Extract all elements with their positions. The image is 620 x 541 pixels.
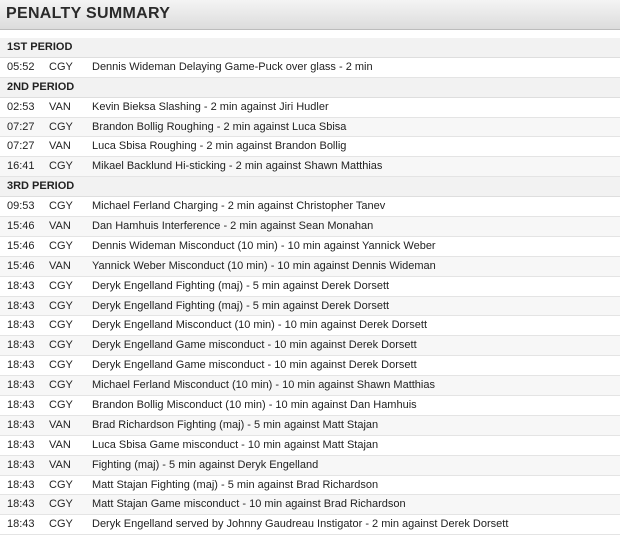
penalty-time: 18:43 [7, 458, 35, 471]
penalty-description: Brandon Bollig Misconduct (10 min) - 10 min against Dan Hamhuis [92, 399, 417, 412]
penalty-description: Mikael Backlund Hi-sticking - 2 min against Shawn Matthias [92, 160, 383, 173]
penalty-team: CGY [49, 319, 73, 332]
penalty-time: 07:27 [7, 120, 35, 133]
penalty-time: 18:43 [7, 379, 35, 392]
penalty-row [0, 316, 620, 336]
penalty-team: VAN [49, 259, 71, 272]
penalty-team: CGY [49, 379, 73, 392]
penalty-team: CGY [49, 518, 73, 531]
penalty-time: 16:41 [7, 160, 35, 173]
penalty-time: 15:46 [7, 220, 35, 233]
penalty-description: Brad Richardson Fighting (maj) - 5 min against Matt Stajan [92, 418, 379, 431]
penalty-team: CGY [49, 279, 73, 292]
penalty-row [0, 197, 620, 217]
penalty-time: 18:43 [7, 399, 35, 412]
penalty-team: CGY [49, 200, 73, 213]
penalty-team: VAN [49, 220, 71, 233]
penalty-time: 05:52 [7, 60, 35, 73]
penalty-team: VAN [49, 140, 71, 153]
penalty-team: VAN [49, 438, 71, 451]
penalty-row [0, 416, 620, 436]
penalty-row [0, 277, 620, 297]
penalty-time: 18:43 [7, 498, 35, 511]
penalty-description: Yannick Weber Misconduct (10 min) - 10 min against Dennis Wideman [92, 259, 436, 272]
spacer [0, 30, 620, 38]
penalty-team: CGY [49, 339, 73, 352]
penalty-team: CGY [49, 299, 73, 312]
penalty-row [0, 157, 620, 177]
penalty-description: Dan Hamhuis Interference - 2 min against Sean Monahan [92, 220, 374, 233]
penalty-time: 09:53 [7, 200, 35, 213]
penalty-row [0, 476, 620, 496]
penalty-description: Luca Sbisa Roughing - 2 min against Brandon Bollig [92, 140, 347, 153]
penalty-row [0, 376, 620, 396]
penalty-team: CGY [49, 478, 73, 491]
penalty-description: Fighting (maj) - 5 min against Deryk Engelland [92, 458, 319, 471]
penalty-description: Dennis Wideman Misconduct (10 min) - 10 min against Yannick Weber [92, 239, 436, 252]
penalty-description: Luca Sbisa Game misconduct - 10 min against Matt Stajan [92, 438, 379, 451]
penalty-row [0, 217, 620, 237]
penalty-row [0, 436, 620, 456]
penalty-description: Brandon Bollig Roughing - 2 min against Luca Sbisa [92, 120, 347, 133]
penalty-description: Michael Ferland Misconduct (10 min) - 10 min against Shawn Matthias [92, 379, 435, 392]
penalty-row [0, 257, 620, 277]
penalty-description: Matt Stajan Game misconduct - 10 min against Brad Richardson [92, 498, 406, 511]
penalty-team: CGY [49, 239, 73, 252]
penalty-team: VAN [49, 458, 71, 471]
penalty-time: 15:46 [7, 239, 35, 252]
period-header: 3RD PERIOD [0, 177, 620, 197]
penalty-time: 18:43 [7, 518, 35, 531]
penalty-row [0, 336, 620, 356]
penalty-time: 18:43 [7, 339, 35, 352]
penalty-time: 18:43 [7, 359, 35, 372]
penalty-row [0, 137, 620, 157]
period-header: 2ND PERIOD [0, 78, 620, 98]
penalty-time: 18:43 [7, 438, 35, 451]
penalty-row [0, 98, 620, 118]
penalty-time: 18:43 [7, 418, 35, 431]
penalty-team: CGY [49, 60, 73, 73]
penalty-team: CGY [49, 359, 73, 372]
penalty-row [0, 118, 620, 138]
period-header: 1ST PERIOD [0, 38, 620, 58]
penalty-row [0, 356, 620, 376]
penalty-time: 18:43 [7, 478, 35, 491]
penalty-description: Deryk Engelland Fighting (maj) - 5 min against Derek Dorsett [92, 279, 390, 292]
penalty-list [0, 38, 620, 535]
penalty-time: 02:53 [7, 100, 35, 113]
penalty-row [0, 396, 620, 416]
penalty-row [0, 237, 620, 257]
penalty-description: Matt Stajan Fighting (maj) - 5 min against Brad Richardson [92, 478, 379, 491]
penalty-team: CGY [49, 120, 73, 133]
penalty-description: Kevin Bieksa Slashing - 2 min against Jiri Hudler [92, 100, 329, 113]
penalty-team: VAN [49, 418, 71, 431]
penalty-time: 18:43 [7, 279, 35, 292]
penalty-time: 18:43 [7, 299, 35, 312]
penalty-row [0, 495, 620, 515]
penalty-row [0, 456, 620, 476]
penalty-team: CGY [49, 498, 73, 511]
penalty-description: Deryk Engelland Misconduct (10 min) - 10 min against Derek Dorsett [92, 319, 428, 332]
penalty-description: Michael Ferland Charging - 2 min against Christopher Tanev [92, 200, 386, 213]
penalty-description: Deryk Engelland Fighting (maj) - 5 min against Derek Dorsett [92, 299, 390, 312]
penalty-time: 18:43 [7, 319, 35, 332]
penalty-row [0, 297, 620, 317]
penalty-row [0, 515, 620, 535]
penalty-description: Deryk Engelland served by Johnny Gaudreau Instigator - 2 min against Derek Dorsett [92, 518, 509, 531]
penalty-time: 15:46 [7, 259, 35, 272]
penalty-time: 07:27 [7, 140, 35, 153]
penalty-team: CGY [49, 160, 73, 173]
penalty-team: VAN [49, 100, 71, 113]
penalty-row [0, 58, 620, 78]
panel-title: PENALTY SUMMARY [0, 0, 620, 30]
penalty-description: Dennis Wideman Delaying Game-Puck over glass - 2 min [92, 60, 373, 73]
penalty-description: Deryk Engelland Game misconduct - 10 min against Derek Dorsett [92, 359, 417, 372]
penalty-team: CGY [49, 399, 73, 412]
penalty-description: Deryk Engelland Game misconduct - 10 min against Derek Dorsett [92, 339, 417, 352]
